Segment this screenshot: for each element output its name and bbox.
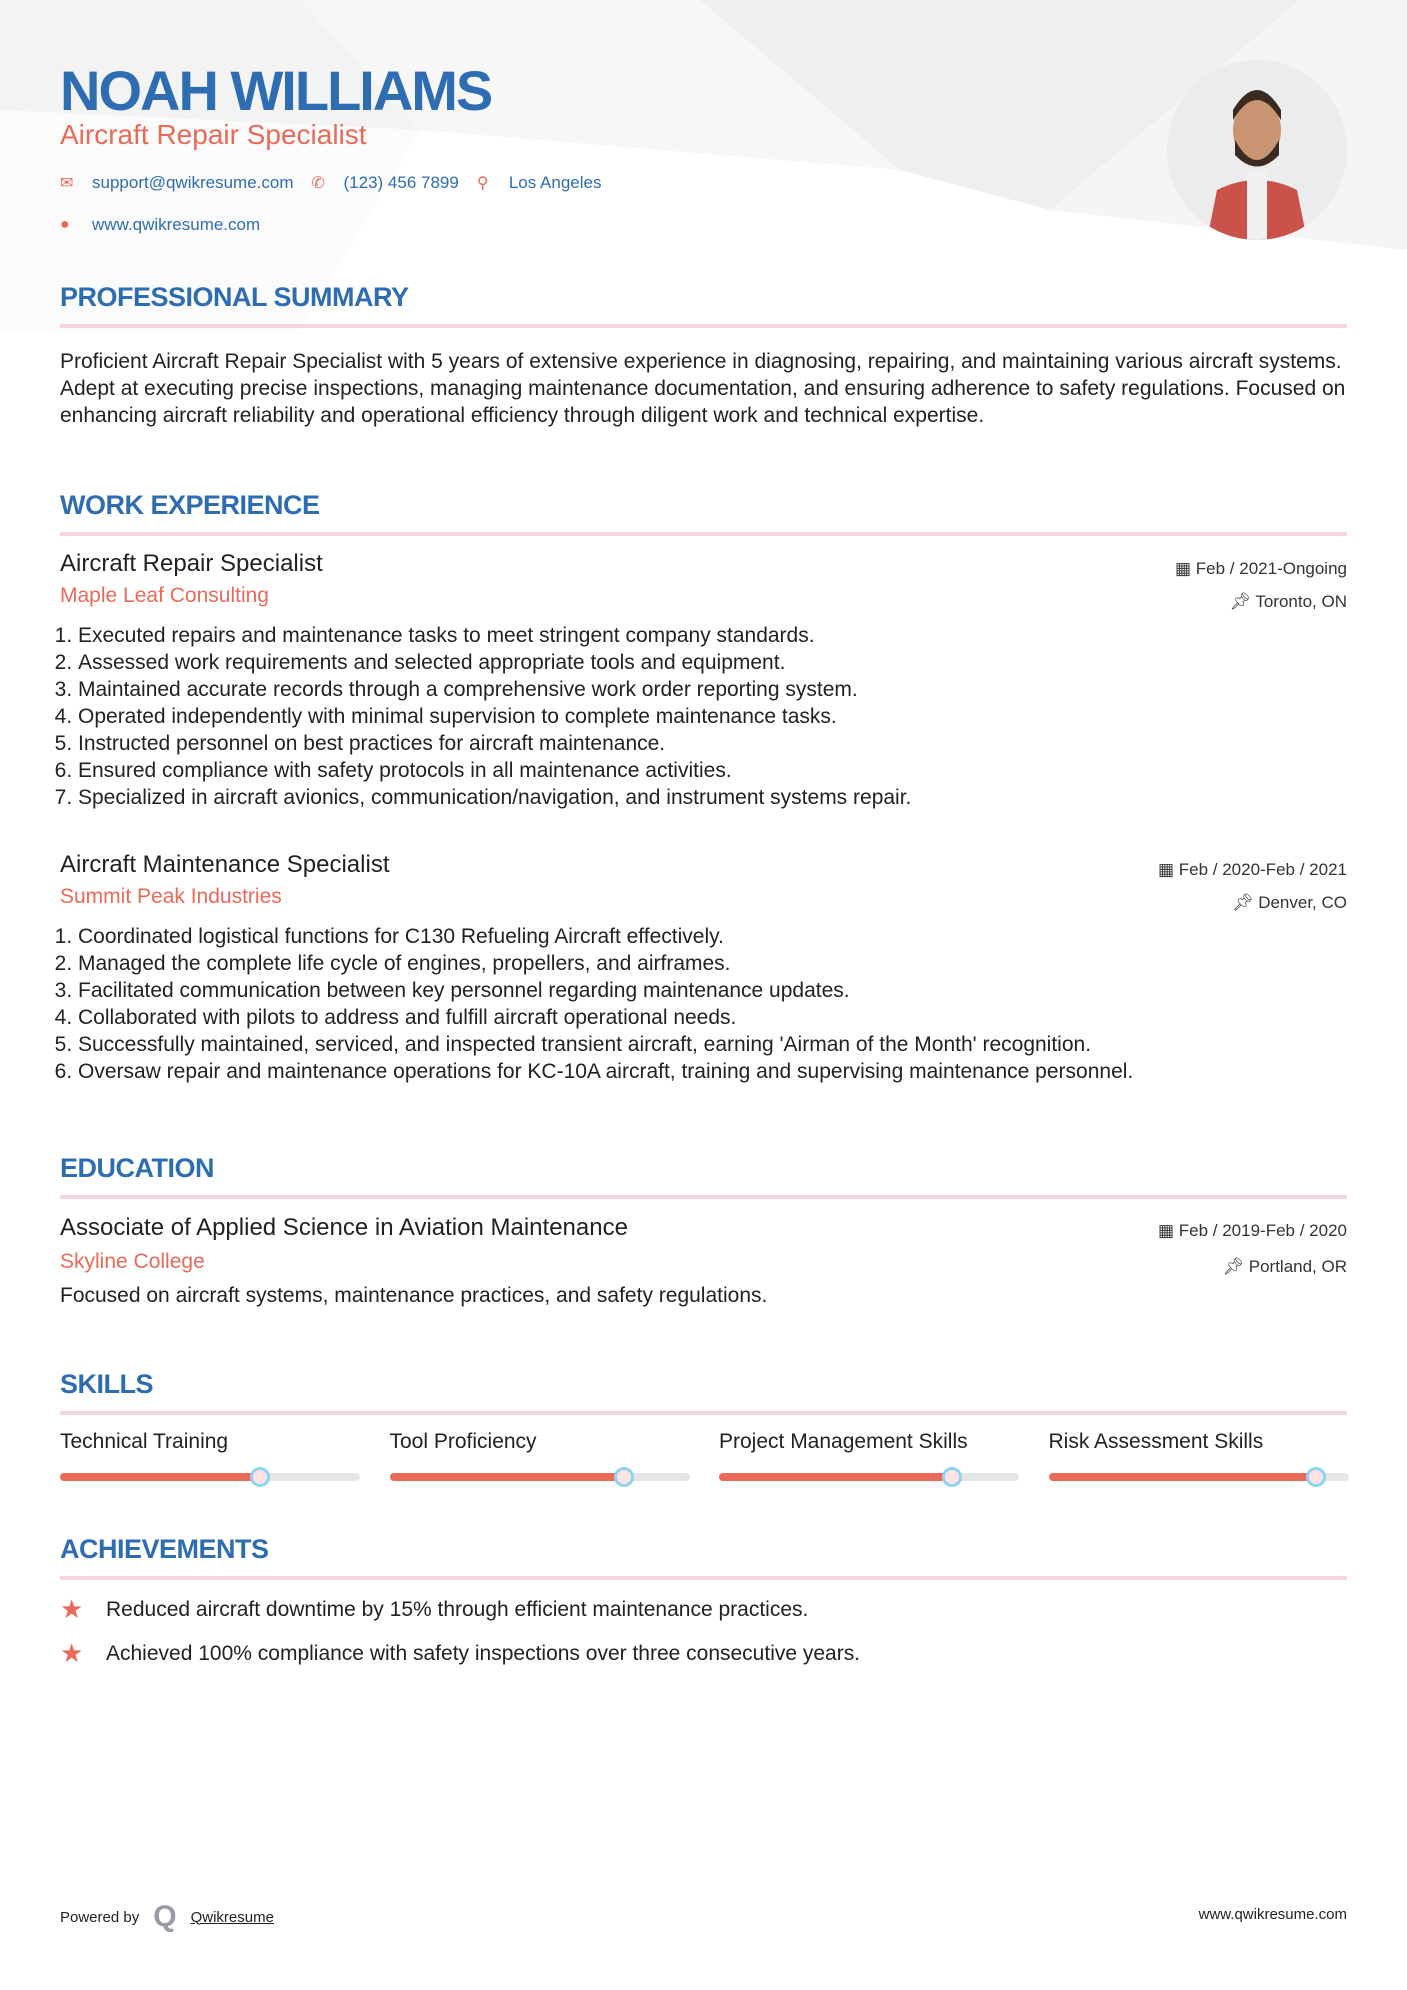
skill-name: Tool Proficiency — [389, 1430, 537, 1453]
candidate-name: NOAH WILLIAMS — [60, 59, 492, 122]
footer-website-link[interactable]: www.qwikresume.com — [1198, 1906, 1347, 1923]
section-heading: WORK EXPERIENCE — [60, 490, 320, 520]
bullet: 5. Successfully maintained, serviced, and inspected transient aircraft, earning 'Airman of the Month' recognition. — [78, 1031, 1347, 1058]
skill-level-fill — [719, 1473, 952, 1481]
bullet: 6. Oversaw repair and maintenance operations for KC-10A aircraft, training and supervising maintenance personnel. — [78, 1058, 1347, 1085]
summary-text: Proficient Aircraft Repair Specialist with 5 years of extensive experience in diagnosing, repairing, and maintaining various aircraft systems. Adept at executing precise inspections, managing maintenance documentation, and ensuring adherence to safety regulations. Focused on enhancing aircraft reliability and operational efficiency through diligent work and technical expertise. — [60, 350, 1346, 427]
bullet: 3. Maintained accurate records through a comprehensive work order reporting system. — [78, 676, 1347, 703]
skill-level-knob — [942, 1467, 962, 1487]
skill-item — [719, 1430, 1019, 1454]
job-location — [1232, 893, 1347, 913]
degree: Associate of Applied Science in Aviation Maintenance — [60, 1214, 628, 1241]
skill-name: Project Management Skills — [719, 1430, 968, 1453]
phone: (123) 456 7899 — [343, 173, 459, 192]
calendar-icon: ▦ — [1174, 559, 1196, 578]
profile-photo — [1167, 60, 1347, 240]
location-pin-icon: ⚲ — [476, 175, 489, 192]
achievement-item — [60, 1638, 860, 1669]
experience-section — [60, 490, 1347, 536]
company-name: Maple Leaf Consulting — [60, 584, 269, 607]
job-bullets — [60, 923, 1347, 1085]
skills-list — [60, 1430, 1347, 1500]
bullet: 3. Facilitated communication between key personnel regarding maintenance updates. — [78, 977, 1347, 1004]
education-dates — [1158, 1221, 1347, 1241]
achievement-text: Achieved 100% compliance with safety inspections over three consecutive years. — [106, 1641, 861, 1665]
email-icon: ✉ — [60, 175, 74, 192]
skill-item — [1049, 1430, 1349, 1454]
divider — [60, 324, 1347, 328]
job-location — [1229, 592, 1347, 612]
job-dates — [1175, 559, 1347, 579]
skill-level-knob — [614, 1467, 634, 1487]
education-description: Focused on aircraft systems, maintenance practices, and safety regulations. — [60, 1284, 768, 1307]
achievement-text: Reduced aircraft downtime by 15% through efficient maintenance practices. — [106, 1597, 809, 1621]
qwikresume-logo-icon: Q — [153, 1900, 177, 1933]
skill-level-fill — [60, 1473, 260, 1481]
achievement-item — [60, 1594, 808, 1625]
dates-text: Feb / 2020-Feb / 2021 — [1178, 860, 1347, 879]
phone-icon: ✆ — [311, 175, 325, 192]
skill-level-fill — [390, 1473, 624, 1481]
section-heading: SKILLS — [60, 1369, 154, 1399]
globe-icon: ● — [60, 216, 70, 233]
bullet: 6. Ensured compliance with safety protocols in all maintenance activities. — [78, 757, 1347, 784]
section-heading: ACHIEVEMENTS — [60, 1534, 269, 1564]
job-bullets — [60, 622, 1347, 811]
education-location — [1222, 1257, 1347, 1277]
job-role: Aircraft Maintenance Specialist — [60, 851, 390, 878]
skill-item — [390, 1430, 690, 1454]
job-entry — [60, 550, 1347, 811]
skill-level-bar — [390, 1473, 690, 1481]
calendar-icon: ▦ — [1157, 860, 1179, 879]
job-title: Aircraft Repair Specialist — [60, 119, 367, 150]
pin-icon: 📌︎ — [1222, 1257, 1249, 1276]
brand-link[interactable]: Qwikresume — [190, 1908, 274, 1926]
summary-section — [60, 282, 1347, 429]
section-heading: EDUCATION — [60, 1153, 214, 1183]
bullet: 2. Assessed work requirements and selected appropriate tools and equipment. — [78, 649, 1347, 676]
bullet: 7. Specialized in aircraft avionics, communication/navigation, and instrument systems repair. — [78, 784, 1347, 811]
skill-name: Risk Assessment Skills — [1048, 1430, 1264, 1453]
bullet: 1. Executed repairs and maintenance tasks to meet stringent company standards. — [78, 622, 1347, 649]
skill-level-knob — [1306, 1467, 1326, 1487]
powered-by-label: Powered by — [60, 1908, 140, 1926]
skill-level-bar — [60, 1473, 360, 1481]
pin-icon: 📌︎ — [1229, 592, 1256, 611]
education-entry — [60, 1214, 1347, 1309]
location-text: Denver, CO — [1258, 893, 1347, 912]
bullet: 5. Instructed personnel on best practices for aircraft maintenance. — [78, 730, 1347, 757]
person-icon — [1167, 60, 1347, 240]
website-link[interactable]: www.qwikresume.com — [92, 215, 261, 234]
skill-name: Technical Training — [60, 1430, 229, 1453]
company-name: Summit Peak Industries — [60, 885, 282, 908]
divider — [60, 1195, 1347, 1199]
skill-item — [60, 1430, 360, 1454]
star-icon: ★ — [60, 1594, 84, 1624]
achievements-section — [60, 1534, 1347, 1580]
location-text: Portland, OR — [1248, 1257, 1347, 1276]
email-link[interactable]: support@qwikresume.com — [92, 173, 294, 192]
star-icon: ★ — [60, 1638, 84, 1668]
divider — [60, 1411, 1347, 1415]
school-name: Skyline College — [60, 1250, 205, 1273]
job-dates — [1158, 860, 1347, 880]
skill-level-bar — [1049, 1473, 1349, 1481]
skill-level-fill — [1049, 1473, 1316, 1481]
location-text: Toronto, ON — [1255, 592, 1347, 611]
divider — [60, 532, 1347, 536]
job-role: Aircraft Repair Specialist — [60, 550, 323, 577]
pin-icon: 📌︎ — [1231, 893, 1259, 912]
dates-text: Feb / 2021-Ongoing — [1195, 559, 1347, 578]
bullet: 4. Operated independently with minimal supervision to complete maintenance tasks. — [78, 703, 1347, 730]
location: Los Angeles — [508, 173, 602, 192]
bullet: 2. Managed the complete life cycle of engines, propellers, and airframes. — [78, 950, 1347, 977]
dates-text: Feb / 2019-Feb / 2020 — [1178, 1221, 1347, 1240]
section-heading: PROFESSIONAL SUMMARY — [60, 282, 409, 312]
bullet: 1. Coordinated logistical functions for C130 Refueling Aircraft effectively. — [78, 923, 1347, 950]
skills-section — [60, 1369, 1347, 1415]
education-section — [60, 1153, 1347, 1199]
skill-level-bar — [719, 1473, 1019, 1481]
contact-row — [60, 173, 601, 193]
bullet: 4. Collaborated with pilots to address and fulfill aircraft operational needs. — [78, 1004, 1347, 1031]
website-row — [60, 215, 260, 235]
footer-left — [60, 1900, 274, 1934]
divider — [60, 1576, 1347, 1580]
calendar-icon: ▦ — [1157, 1221, 1179, 1240]
job-entry — [60, 851, 1347, 1085]
skill-level-knob — [250, 1467, 270, 1487]
